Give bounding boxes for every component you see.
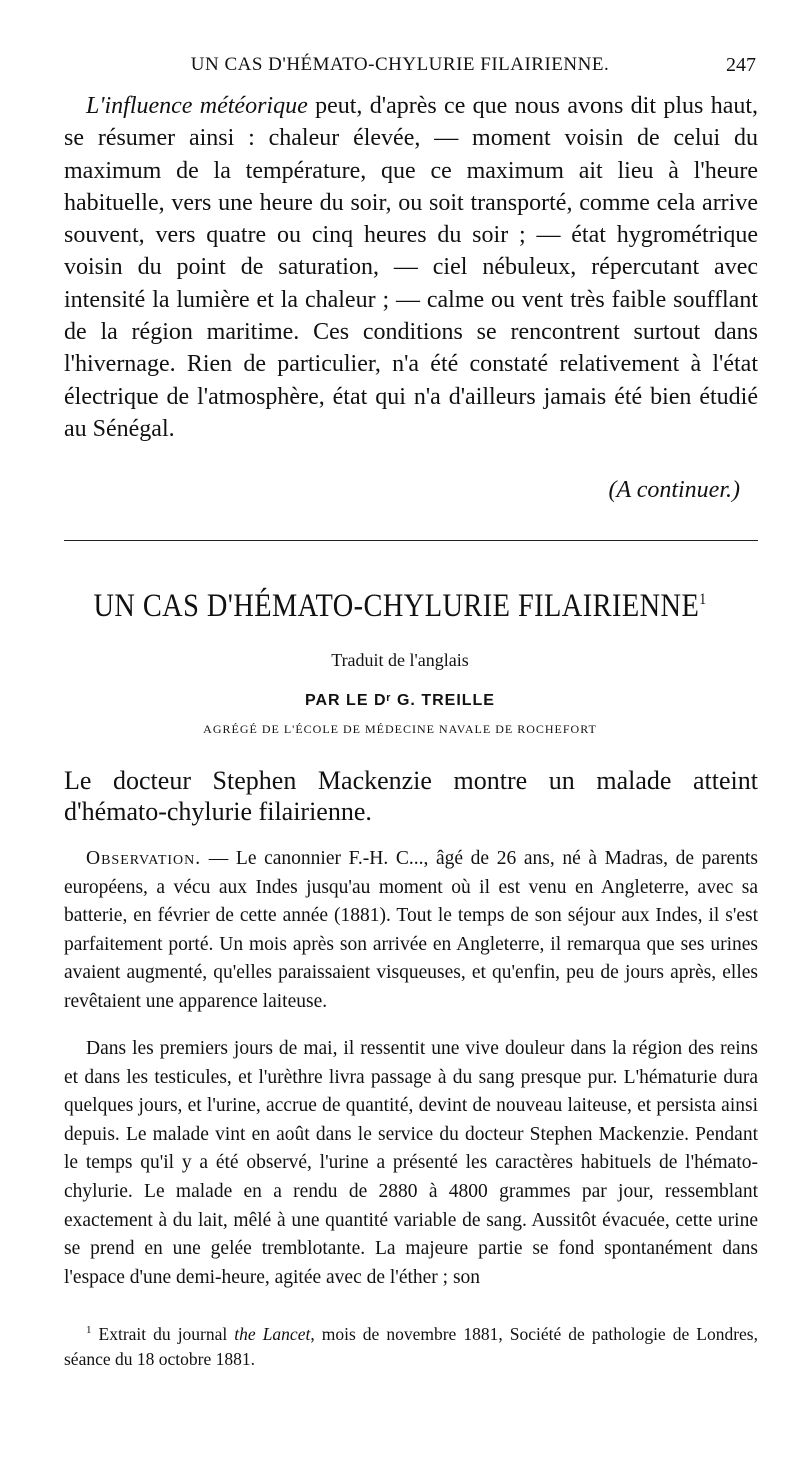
observation-paragraph [64,845,758,1017]
article-title-text: UN CAS D'HÉMATO-CHYLURIE FILAIRIENNE [93,588,700,624]
footnote-journal: the Lancet [234,1323,311,1344]
running-head [0,52,800,80]
affiliation: AGRÉGÉ DE L'ÉCOLE DE MÉDECINE NAVALE DE ROCHEFORT [203,722,597,736]
continued-paragraph [64,90,758,445]
byline: PAR LE Dʳ G. TREILLE [305,692,495,709]
footnote-mark: 1 [86,1324,92,1336]
observation-text: — Le canonnier F.-H. C..., âgé de 26 ans, né à Madras, de parents européens, a vécu aux Indes jusqu'au moment où il est venu en Angleterre, avec sa batterie, en février de cette année (1881). Tout le temps de son séjour aux Indes, il s'est parfaitement porté. Un mois après son arrivée en Angleterre, il remarqua que ses urines avaient augmenté, qu'elles paraissaient visqueuses, et qu'enfin, peu de jours après, elles revêtaient une apparence laiteuse. [64,848,758,1012]
translated-from: Traduit de l'anglais [331,650,469,670]
lead-paragraph: Le docteur Stephen Mackenzie montre un malade atteint d'hémato-chylurie filairienne. [64,766,758,826]
continued-paragraph-text: peut, d'après ce que nous avons dit plus haut, se résumer ainsi : chaleur élevée, — moment voisin de celui du maximum de la température, que ce maximum ait lieu à l'heure habituelle, vers une heure du soir, ou soit transporté, comme cela arrive souvent, vers quatre ou cinq heures du soir ; — état hygrométrique voisin du point de saturation, — ciel nébuleux, répercutant avec intensité la lumière et la chaleur ; — calme ou vent très faible soufflant de la région maritime. Ces conditions se rencontrent surtout dans l'hivernage. Rien de particulier, n'a été constaté relativement à l'état électrique de l'atmosphère, état qui n'a d'ailleurs jamais été bien étudié au Sénégal. [64,93,759,442]
page-number: 247 [726,54,756,76]
italic-lead: L'influence météorique [86,93,308,119]
observation-label: Observation. [86,848,202,869]
footnote [64,1318,758,1372]
footnote-before: Extrait du journal [91,1323,235,1344]
section-divider [64,540,758,541]
article-title [56,588,744,625]
may-paragraph: Dans les premiers jours de mai, il ressentit une vive douleur dans la région des reins et dans les testicules, et l'urèthre livra passage à du sang presque pur. L'hématurie dura quelques jours, et l'urine, accrue de quantité, devint de nouveau laiteuse, et persista ainsi depuis. Le malade vint en août dans le service du docteur Stephen Mackenzie. Pendant le temps qu'il y a été observé, l'urine a présenté les caractères habituels de l'hémato-chylurie. Le malade en a rendu de 2880 à 4800 grammes par jour, ressemblant exactement à du lait, mêlé à une quantité variable de sang. Aussitôt évacuée, cette urine se prend en une gelée tremblotante. La majeure partie se fond spontanément dans l'espace d'une demi-heure, agitée avec de l'éther ; son [64,1038,758,1288]
footnote-after: , mois de novembre 1881, Société de pathologie de Londres, séance du 18 octobre 1881. [64,1323,758,1369]
to-be-continued: (A continuer.) [608,477,740,503]
running-title: UN CAS D'HÉMATO-CHYLURIE FILAIRIENNE. [190,54,610,75]
title-footnote-mark: 1 [699,591,707,608]
